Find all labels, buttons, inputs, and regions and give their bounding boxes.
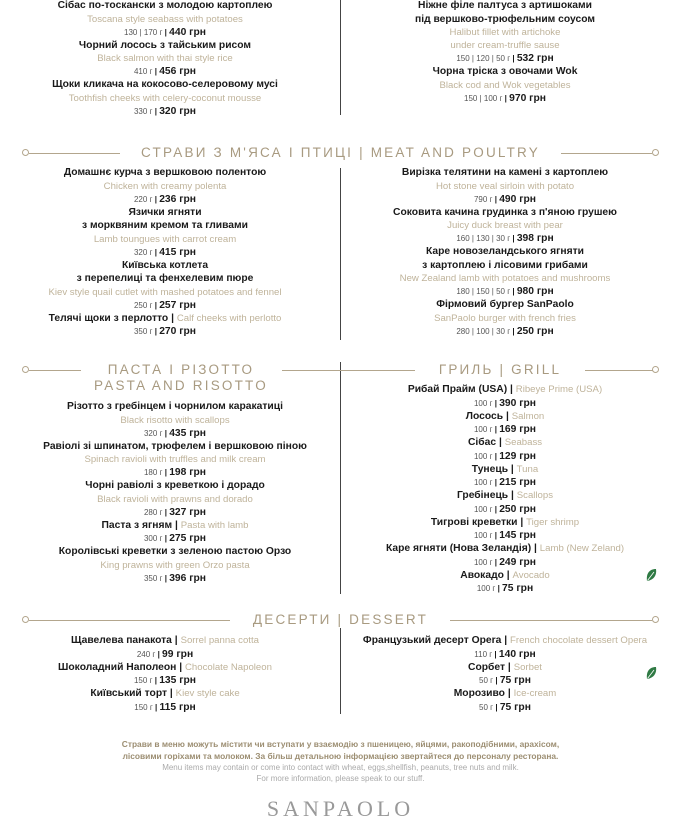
- dish-name: Щоки кликача на кокосово-селеровому мусі: [52, 79, 278, 90]
- dish-price: 350 г | 396 грн: [143, 572, 207, 584]
- fish-left-column: [0, 0, 330, 118]
- dish-price: 220 г | 236 грн: [133, 193, 197, 205]
- dish-name-en: Halibut fillet with artichoke: [449, 27, 561, 38]
- dish-name: Київська котлета: [121, 259, 209, 271]
- dish-name: Сібас по-тоскански з молодою картоплею: [57, 0, 273, 11]
- dish-name-en: Spinach ravioli with truffles and milk cream: [84, 454, 266, 465]
- dish-price: 150 | 120 | 50 г | 532 грн: [456, 53, 554, 64]
- dish-price: 330 г | 320 грн: [133, 105, 197, 117]
- menu-item: [10, 440, 340, 480]
- dish-price: 320 г | 415 грн: [133, 246, 197, 258]
- allergen-note-en-line2: For more information, please speak to our stuff.: [256, 774, 425, 783]
- dish-price: 410 г | 456 грн: [133, 66, 197, 77]
- divider-line: [282, 370, 340, 371]
- dish-name-line2: з картоплею і лісовими грибами: [422, 259, 588, 271]
- menu-item: [0, 78, 330, 118]
- dish-price: 110 г | 140 грн: [474, 648, 536, 660]
- divider-line: [585, 370, 653, 371]
- dish-name: Вирізка телятини на камені з картоплею: [401, 167, 609, 178]
- dish-price: 250 г | 257 грн: [133, 299, 197, 311]
- menu-item: [0, 259, 330, 312]
- dish-name: Лосось | Salmon: [465, 410, 545, 422]
- dish-price: 280 | 100 | 30 г | 250 грн: [456, 325, 554, 337]
- dish-price: 100 г | 129 грн: [473, 450, 537, 462]
- dish-name: Чорні равіолі з креветкою і дорадо: [85, 480, 265, 491]
- dish-name: Паста з ягням | Pasta with lamb: [101, 519, 249, 531]
- dish-price: 300 г | 275 грн: [143, 533, 207, 544]
- dish-name-en: Black risotto with scallops: [120, 414, 230, 426]
- allergen-note-ua: Страви в меню можуть містити чи вступати у взаємодію з пшеницею, яйцями, ракоподібними, арахісом,: [121, 739, 560, 749]
- ornament-dot: [652, 616, 659, 623]
- menu-item: [340, 383, 670, 410]
- dish-price: 50 г | 75 грн: [479, 675, 531, 686]
- dish-name: Королівські креветки з зеленою пастою Орзо: [58, 546, 292, 557]
- divider-line: [561, 153, 652, 154]
- section-header-meat: [0, 145, 681, 161]
- dish-price: 50 г | 75 грн: [479, 701, 531, 713]
- menu-item: [0, 634, 330, 661]
- dish-name: Гребінець | Scallops: [456, 490, 554, 501]
- menu-item: [10, 545, 340, 585]
- dish-price: 180 | 150 | 50 г | 980 грн: [456, 286, 554, 297]
- dish-name: Домашнє курча з вершковою полентою: [63, 167, 267, 178]
- menu-item: [340, 516, 670, 543]
- pasta-column: [10, 400, 340, 585]
- dish-price: 100 г | 169 грн: [473, 424, 537, 435]
- menu-item: [340, 436, 670, 463]
- dish-price: 160 | 130 | 30 г | 398 грн: [456, 233, 554, 244]
- section-title-en: PASTA AND RISOTTO: [94, 378, 268, 393]
- dish-price: 150 | 100 г | 970 грн: [464, 92, 546, 104]
- dish-name-en: Black ravioli with prawns and dorado: [97, 493, 253, 505]
- menu-item: [340, 410, 670, 437]
- dish-name: Чорний лосось з тайським рисом: [78, 39, 252, 51]
- menu-item: [340, 687, 670, 714]
- menu-item: [340, 569, 670, 596]
- dish-price: 100 г | 215 грн: [473, 477, 537, 488]
- dish-price: 240 г | 99 грн: [136, 648, 194, 660]
- menu-item: [340, 463, 670, 490]
- menu-item: [10, 400, 340, 440]
- dish-name-en: Lamb toungues with carrot cream: [93, 233, 237, 245]
- menu-item: [10, 479, 340, 519]
- dish-name: Каре ягняти (Нова Зеландія) | Lamb (New Zeland): [385, 543, 625, 554]
- section-title: ДЕСЕРТИ | DESSERT: [252, 612, 429, 627]
- dish-name-en: Chicken with creamy polenta: [103, 180, 227, 192]
- menu-item: [340, 65, 670, 105]
- dish-name-line2: з морквяним кремом та гливами: [82, 220, 248, 231]
- menu-item: [0, 0, 330, 39]
- dish-name: Шоколадний Наполеон | Chocolate Napoleon: [58, 661, 272, 673]
- menu-item: [0, 166, 330, 206]
- menu-item: [0, 661, 330, 688]
- dish-price: 130 | 170 г | 440 грн: [124, 26, 206, 38]
- dish-name: Язички ягняти: [128, 206, 202, 218]
- dish-name: Київський торт | Kiev style cake: [90, 688, 240, 699]
- dish-name: Фірмовий бургер SanPaolo: [436, 299, 574, 310]
- dish-name: Морозиво | Ice-cream: [453, 688, 557, 699]
- dish-name: Соковита качина грудинка з п'яною грушею: [393, 206, 617, 218]
- menu-item: [10, 519, 340, 546]
- menu-item: [340, 634, 670, 661]
- menu-item: [0, 39, 330, 79]
- dish-price: 790 г | 490 грн: [473, 193, 537, 205]
- dish-name: Равіолі зі шпинатом, трюфелем і вершковою піною: [43, 440, 307, 452]
- menu-item: [340, 206, 670, 246]
- menu-item: [340, 661, 670, 688]
- menu-item: [340, 245, 670, 298]
- dish-name: Чорна тріска з овочами Wok: [432, 66, 578, 77]
- allergen-note-en: Menu items may contain or come into contact with wheat, eggs,shellfish, peanuts, tree nuts and milk.: [162, 763, 519, 772]
- dish-name: Каре новозеландського ягняти: [425, 246, 585, 257]
- dish-name: Авокадо | Avocado: [460, 569, 550, 581]
- menu-item: [0, 206, 330, 259]
- dish-name-en: SanPaolo burger with french fries: [434, 312, 576, 324]
- dish-price: 100 г | 249 грн: [473, 556, 537, 568]
- divider-line: [450, 620, 652, 621]
- fish-right-column: [340, 0, 670, 105]
- dessert-right-column: [340, 634, 670, 714]
- meat-left-column: [0, 166, 330, 338]
- section-title: СТРАВИ З М'ЯСА І ПТИЦІ | MEAT AND POULTRY: [141, 145, 540, 160]
- section-title: ГРИЛЬ | GRILL: [438, 362, 562, 377]
- dish-name: Щавелева панакота | Sorrel panna cotta: [71, 635, 259, 646]
- dish-price: 150 г | 115 грн: [134, 701, 196, 713]
- menu-item: [340, 542, 670, 569]
- dish-name-en: Hot stone veal sirloin with potato: [435, 180, 575, 192]
- menu-item: [340, 166, 670, 206]
- allergen-note: [0, 738, 681, 784]
- dish-name: Тигрові креветки | Tiger shrimp: [430, 516, 580, 528]
- allergen-note-ua-line2: лісовими горіхами та молоком. За більш детальною інформацією звертайтеся до персоналу ресторана.: [122, 751, 559, 761]
- dish-name-en: Toscana style seabass with potatoes: [87, 13, 243, 25]
- dish-price: 280 г | 327 грн: [143, 506, 207, 518]
- dish-name-en: Black cod and Wok vegetables: [439, 79, 571, 91]
- dish-name-en: New Zealand lamb with potatoes and mushrooms: [399, 273, 611, 284]
- dish-name-en: King prawns with green Orzo pasta: [100, 559, 250, 571]
- dish-price: 100 г | 390 грн: [473, 397, 537, 409]
- menu-item: [340, 298, 670, 338]
- section-header-pasta: [22, 362, 340, 396]
- dish-name-line2: під вершково-трюфельним соусом: [415, 13, 595, 25]
- dish-price: 350 г | 270 грн: [133, 326, 197, 337]
- meat-right-column: [340, 166, 670, 338]
- dish-name-en-line2: under cream-truffle sause: [450, 40, 560, 51]
- dish-name-en: Juicy duck breast with pear: [447, 220, 563, 231]
- dish-name: Різотто з гребінцем і чорнилом каракатиці: [67, 401, 283, 412]
- dish-price: 100 г | 250 грн: [473, 503, 537, 515]
- dish-name-en: Toothfish cheeks with celery-coconut mousse: [68, 92, 262, 104]
- ornament-dot: [652, 366, 659, 373]
- dish-name: Французький десерт Opera | French chocolate dessert Opera: [362, 635, 648, 646]
- dish-price: 180 г | 198 грн: [143, 467, 207, 478]
- restaurant-logo: SANPAOLO: [266, 796, 415, 821]
- vegan-leaf-icon: [646, 568, 657, 582]
- section-title: ПАСТА І РІЗОТТО: [107, 362, 255, 377]
- grill-column: [340, 383, 670, 595]
- dish-name: Телячі щоки з перлотто | Calf cheeks with perlotto: [48, 312, 282, 324]
- dish-price: 100 г | 75 грн: [476, 583, 534, 594]
- dish-price: 150 г | 135 грн: [133, 675, 197, 686]
- dish-name: Сібас | Seabass: [467, 437, 543, 448]
- menu-item: [340, 489, 670, 516]
- dish-name-line2: з перепелиці та фенхелевим пюре: [76, 273, 254, 284]
- dessert-left-column: [0, 634, 330, 714]
- menu-item: [0, 687, 330, 714]
- ornament-dot: [652, 149, 659, 156]
- dish-name: Сорбет | Sorbet: [468, 661, 542, 673]
- menu-item: [0, 312, 330, 339]
- dish-name: Тунець | Tuna: [471, 463, 539, 475]
- section-header-grill: [340, 362, 658, 380]
- dish-name: Ніжне філе палтуса з артишоками: [418, 0, 592, 11]
- menu-item: [340, 0, 670, 65]
- dish-name-en: Black salmon with thai style rice: [97, 53, 233, 64]
- section-header-dessert: [0, 612, 681, 628]
- dish-name-en: Kiev style quail cutlet with mashed potatoes and fennel: [48, 286, 282, 298]
- dish-price: 320 г | 435 грн: [143, 427, 207, 439]
- dish-name: Рибай Прайм (USA) | Ribeye Prime (USA): [407, 384, 603, 395]
- dish-price: 100 г | 145 грн: [473, 530, 537, 541]
